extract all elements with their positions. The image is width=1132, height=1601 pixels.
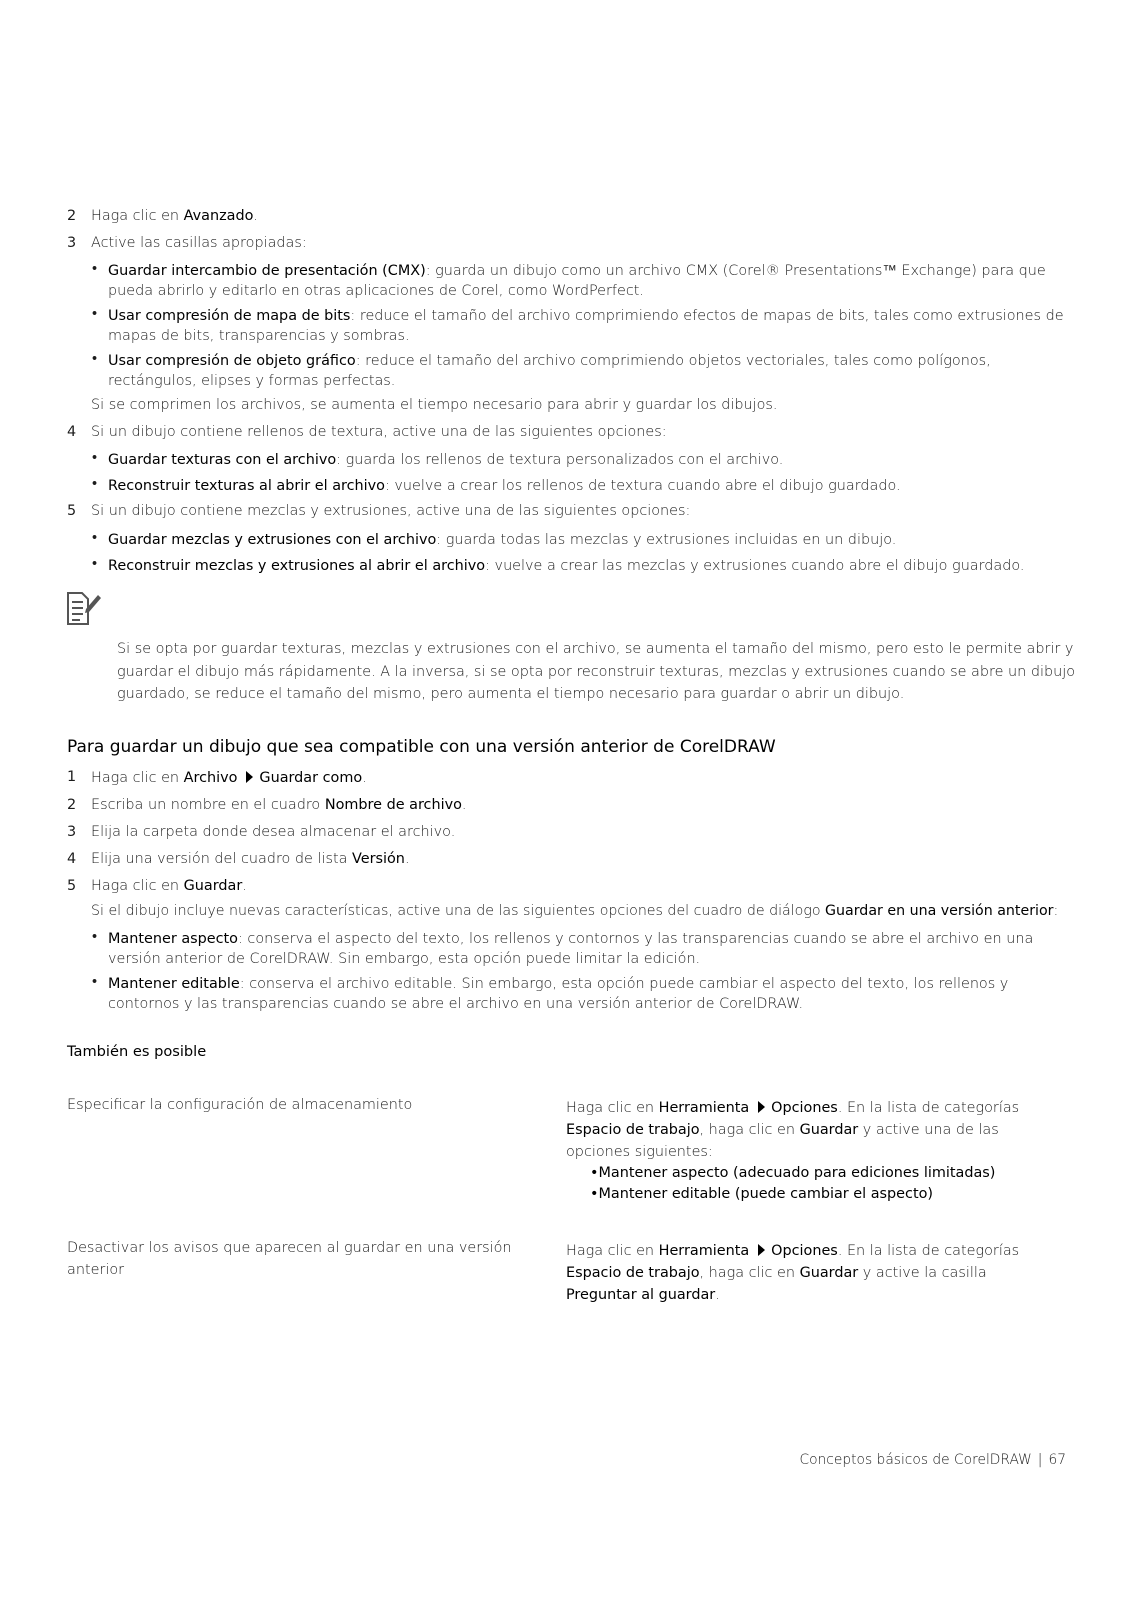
step-number: 4 [67,424,77,440]
ui-term: Usar compresión de mapa de bits [108,308,351,324]
step-number: 4 [67,851,77,867]
menu-opciones: Opciones [771,1100,838,1116]
section-title: Para guardar un dibujo que sea compatible con una versión anterior de CorelDRAW [67,737,776,757]
row-text: . [715,1287,720,1303]
bullet: • [92,476,98,492]
features-line [91,903,1058,919]
ui-term: Nombre de archivo [324,797,462,813]
step-number: 2 [67,797,77,813]
bullet-text [108,974,1068,1014]
sub-bullet-text: Mantener aspecto (adecuado para ediciones limitadas) [598,1165,996,1181]
ui-term: Espacio de trabajo [566,1122,700,1138]
step-text: Si un dibujo contiene mezclas y extrusiones, active una de las siguientes opciones: [91,503,691,519]
menu-archivo: Archivo [183,770,238,786]
menu-arrow-icon [246,771,253,783]
step-text-pre: Haga clic en [91,208,184,224]
bullet-desc: : conserva el aspecto del texto, los rellenos y contornos y las transparencias cuando se abre el archivo en una versión anterior de CorelDRAW. Sin embargo, esta opción puede limitar la edición. [108,931,1034,967]
bullet: • [92,929,98,945]
step-number: 5 [67,878,77,894]
step-text: Active las casillas apropiadas: [91,235,307,251]
bullet-desc: : guarda los rellenos de textura personalizados con el archivo. [336,452,784,468]
bullet-text [108,929,1068,969]
bullet-desc: : vuelve a crear las mezclas y extrusiones cuando abre el dibujo guardado. [485,558,1025,574]
ui-term: Guardar texturas con el archivo [108,452,337,468]
page-footer [799,1452,1066,1468]
bullet: • [92,351,98,367]
step-text-post: . [362,770,367,786]
bullet-text [108,530,1068,550]
step-text-pre: Elija una versión del cuadro de lista [91,851,353,867]
compress-note: Si se comprimen los archivos, se aumenta el tiempo necesario para abrir y guardar los dibujos. [91,397,778,413]
bullet-text [108,351,1068,391]
sub-bullet: •Mantener editable (puede cambiar el aspecto) [590,1186,934,1202]
step-text [91,797,466,813]
bullet-desc: : conserva el archivo editable. Sin embargo, esta opción puede cambiar el aspecto del texto, los rellenos y contornos y las transparencias cuando se abre el archivo en una versión anterior de CorelDRAW. [108,976,1009,1012]
ui-term: Preguntar al guardar [566,1287,716,1303]
sub-bullet: •Mantener aspecto (adecuado para ediciones limitadas) [590,1165,996,1181]
table-row-2-right [566,1240,1046,1306]
footer-title: Conceptos básicos de CorelDRAW [799,1452,1032,1468]
ui-term: Espacio de trabajo [566,1265,700,1281]
step-text-pre: Haga clic en [91,878,184,894]
ui-term: Guardar [183,878,243,894]
ui-term: Guardar intercambio de presentación (CMX) [108,263,426,279]
menu-guardar-como: Guardar como [259,770,363,786]
bullet-text [108,450,1068,470]
footer-separator: | [1037,1452,1043,1468]
step-text-pre: Haga clic en [91,770,184,786]
menu-arrow-icon [758,1101,765,1113]
ui-term: Avanzado [183,208,254,224]
step-number: 3 [67,824,77,840]
step-text [91,208,258,224]
bullet: • [92,450,98,466]
step-text: Elija la carpeta donde desea almacenar el archivo. [91,824,456,840]
bullet: • [92,306,98,322]
sub-bullet-text: Mantener editable (puede cambiar el aspecto) [598,1186,934,1202]
ui-term: Versión [352,851,405,867]
menu-herramienta: Herramienta [658,1100,750,1116]
menu-herramienta: Herramienta [658,1243,750,1259]
bullet-text [108,476,1068,496]
bullet-desc: : vuelve a crear los rellenos de textura cuando abre el dibujo guardado. [384,478,901,494]
table-row-2-left: Desactivar los avisos que aparecen al guardar en una versión anterior [67,1240,512,1278]
bullet-text [108,556,1068,576]
row-text: Haga clic en [566,1100,659,1116]
step-number: 2 [67,208,77,224]
page-number: 67 [1048,1452,1066,1468]
row-text: , haga clic en [699,1122,800,1138]
table-row-1-right [566,1097,1046,1163]
ui-term: Guardar en una versión anterior [825,903,1054,919]
ui-term: Mantener editable [108,976,240,992]
features-pre: Si el dibujo incluye nuevas características, active una de las siguientes opciones del cuadro de diálogo [91,903,826,919]
note-icon [66,591,102,627]
ui-term: Guardar [799,1265,859,1281]
ui-term: Reconstruir texturas al abrir el archivo [108,478,385,494]
table-row-1-left: Especificar la configuración de almacenamiento [67,1097,413,1113]
bullet-desc: : guarda todas las mezclas y extrusiones incluidas en un dibujo. [436,532,897,548]
menu-opciones: Opciones [771,1243,838,1259]
row-text: . En la lista de categorías [837,1100,1020,1116]
features-post: : [1053,903,1059,919]
ui-term: Reconstruir mezclas y extrusiones al abrir el archivo [108,558,486,574]
menu-arrow-icon [758,1244,765,1256]
row-text: y active una de las opciones siguientes: [566,1122,999,1160]
bullet-desc: : guarda un dibujo como un archivo CMX (Corel® Presentations™ Exchange) para que pueda abrirlo y editarlo en otras aplicaciones de Corel, como WordPerfect. [108,263,1046,299]
step-number: 3 [67,235,77,251]
ui-term: Guardar [799,1122,859,1138]
also-title: También es posible [67,1043,207,1060]
bullet-text [108,261,1068,301]
step-text [91,878,247,894]
bullet-desc: : reduce el tamaño del archivo comprimiendo efectos de mapas de bits, tales como extrusiones de mapas de bits, transparencias y sombras. [108,308,1064,344]
step-text [91,851,410,867]
bullet: • [92,261,98,277]
row-text: , haga clic en [699,1265,800,1281]
row-text: y active la casilla [858,1265,987,1281]
bullet: • [92,974,98,990]
step-text: Si un dibujo contiene rellenos de textura, active una de las siguientes opciones: [91,424,667,440]
bullet-text [108,306,1068,346]
step-text [91,770,367,786]
bullet: • [92,556,98,572]
bullet: • [92,530,98,546]
bullet-desc: : reduce el tamaño del archivo comprimiendo objetos vectoriales, tales como polígonos, rectángulos, elipses y formas perfectas. [108,353,991,389]
step-text-pre: Escriba un nombre en el cuadro [91,797,325,813]
step-text-post: . [404,851,410,867]
step-text-post: . [242,878,247,894]
ui-term: Usar compresión de objeto gráfico [108,353,356,369]
ui-term: Guardar mezclas y extrusiones con el archivo [108,532,437,548]
row-text: Haga clic en [566,1243,659,1259]
row-text: . En la lista de categorías [837,1243,1020,1259]
step-number: 1 [67,769,77,785]
note-text: Si se opta por guardar texturas, mezclas y extrusiones con el archivo, se aumenta el tamaño del mismo, pero esto le permite abrir y guardar el dibujo más rápidamente. A la inversa, si se opta por reconstruir texturas, mezclas y extrusiones cuando se abre un dibujo guardado, se reduce el tamaño del mismo, pero aumenta el tiempo necesario para guardar o abrir un dibujo. [117,641,1076,702]
ui-term: Mantener aspecto [108,931,238,947]
step-text-post: . [253,208,258,224]
step-text-post: . [461,797,467,813]
step-number: 5 [67,503,77,519]
